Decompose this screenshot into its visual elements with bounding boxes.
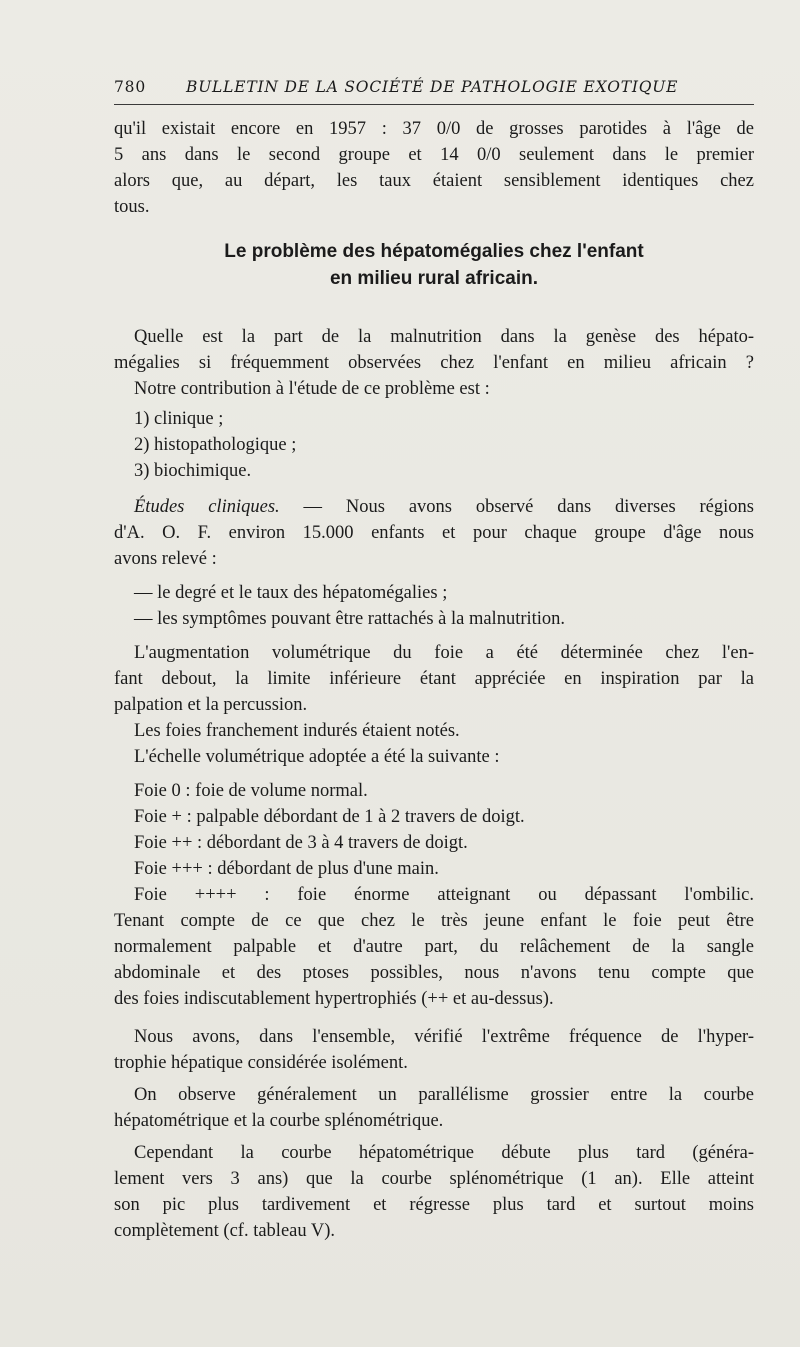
contribution-line: Notre contribution à l'étude de ce problème est : [134,379,490,399]
text-line: L'augmentation volumétrique du foie a été déterminée chez l'en- [134,643,754,663]
cependant-paragraph [114,1140,754,1244]
scale-item: Foie ++++ : foie énorme atteignant ou dépassant l'ombilic. [134,885,754,905]
text-line [114,494,754,520]
etudes-title: Études cliniques. [134,497,280,517]
scale-item: Foie + : palpable débordant de 1 à 2 travers de doigt. [134,807,525,827]
parallelisme-paragraph [114,1082,754,1134]
text-line: avons relevé : [114,549,217,569]
text-line: d'A. O. F. environ 15.000 enfants et pour chaque groupe d'âge nous [114,523,754,543]
scale-item: Foie +++ : débordant de plus d'une main. [134,859,439,879]
releve-item: — les symptômes pouvant être rattachés à la malnutrition. [134,609,566,629]
text-line: On observe généralement un parallélisme grossier entre la courbe [134,1085,754,1105]
intro-paragraph [114,116,754,220]
journal-title: BULLETIN DE LA SOCIÉTÉ DE PATHOLOGIE EXOTIQUE [186,78,679,96]
releve-item: — le degré et le taux des hépatomégalies ; [134,583,448,603]
text-line: Cependant la courbe hépatométrique débute plus tard (généra- [134,1143,754,1163]
text-line: 5 ans dans le second groupe et 14 0/0 seulement dans le premier [114,145,754,165]
text-line: mégalies si fréquemment observées chez l'enfant en milieu africain ? [114,353,754,373]
text-line: Tenant compte de ce que chez le très jeune enfant le foie peut être [114,911,754,931]
header-rule [114,104,754,105]
text-line: abdominale et des ptoses possibles, nous n'avons tenu compte que [114,963,754,983]
article-body [114,116,754,1244]
text-line: normalement palpable et d'autre part, du relâchement de la sangle [114,937,754,957]
section-title-line-2: en milieu rural africain. [329,268,539,289]
etudes-paragraph [114,494,754,572]
question-paragraph [114,324,754,376]
ensemble-paragraph [114,1024,754,1076]
scale-item: Foie ++ : débordant de 3 à 4 travers de doigt. [134,833,468,853]
text-line: hépatométrique et la courbe splénométrique. [114,1111,444,1131]
page-number: 780 [114,78,146,96]
volumetric-scale [114,778,754,908]
augmentation-paragraph [114,640,754,718]
scale-item: Foie 0 : foie de volume normal. [134,781,368,801]
indures-line: Les foies franchement indurés étaient notés. [134,721,460,741]
text-line: complètement (cf. tableau V). [114,1221,336,1241]
text-line: trophie hépatique considérée isolément. [114,1053,408,1073]
text-line: des foies indiscutablement hypertrophiés (++ et au-dessus). [114,989,554,1009]
text-line: qu'il existait encore en 1957 : 37 0/0 de grosses parotides à l'âge de [114,119,754,139]
text-line: alors que, au départ, les taux étaient sensiblement identiques chez [114,171,754,191]
text-line: tous. [114,197,150,217]
echelle-line: L'échelle volumétrique adoptée a été la suivante : [134,747,500,767]
text-line: palpation et la percussion. [114,695,308,715]
text-line: lement vers 3 ans) que la courbe splénométrique (1 an). Elle atteint [114,1169,754,1189]
text-line: fant debout, la limite inférieure étant appréciée en inspiration par la [114,669,754,689]
section-title-line-1: Le problème des hépatomégalies chez l'enfant [224,241,644,262]
etudes-line-1: — Nous avons observé dans diverses régions [279,497,754,517]
text-line: Nous avons, dans l'ensemble, vérifié l'extrême fréquence de l'hyper- [134,1027,754,1047]
aspect-item: 3) biochimique. [134,461,252,481]
aspect-item: 2) histopathologique ; [134,435,297,455]
tenant-paragraph [114,908,754,1012]
text-line: Quelle est la part de la malnutrition dans la genèse des hépato- [134,327,754,347]
aspect-item: 1) clinique ; [134,409,224,429]
text-line: son pic plus tardivement et régresse plus tard et surtout moins [114,1195,754,1215]
